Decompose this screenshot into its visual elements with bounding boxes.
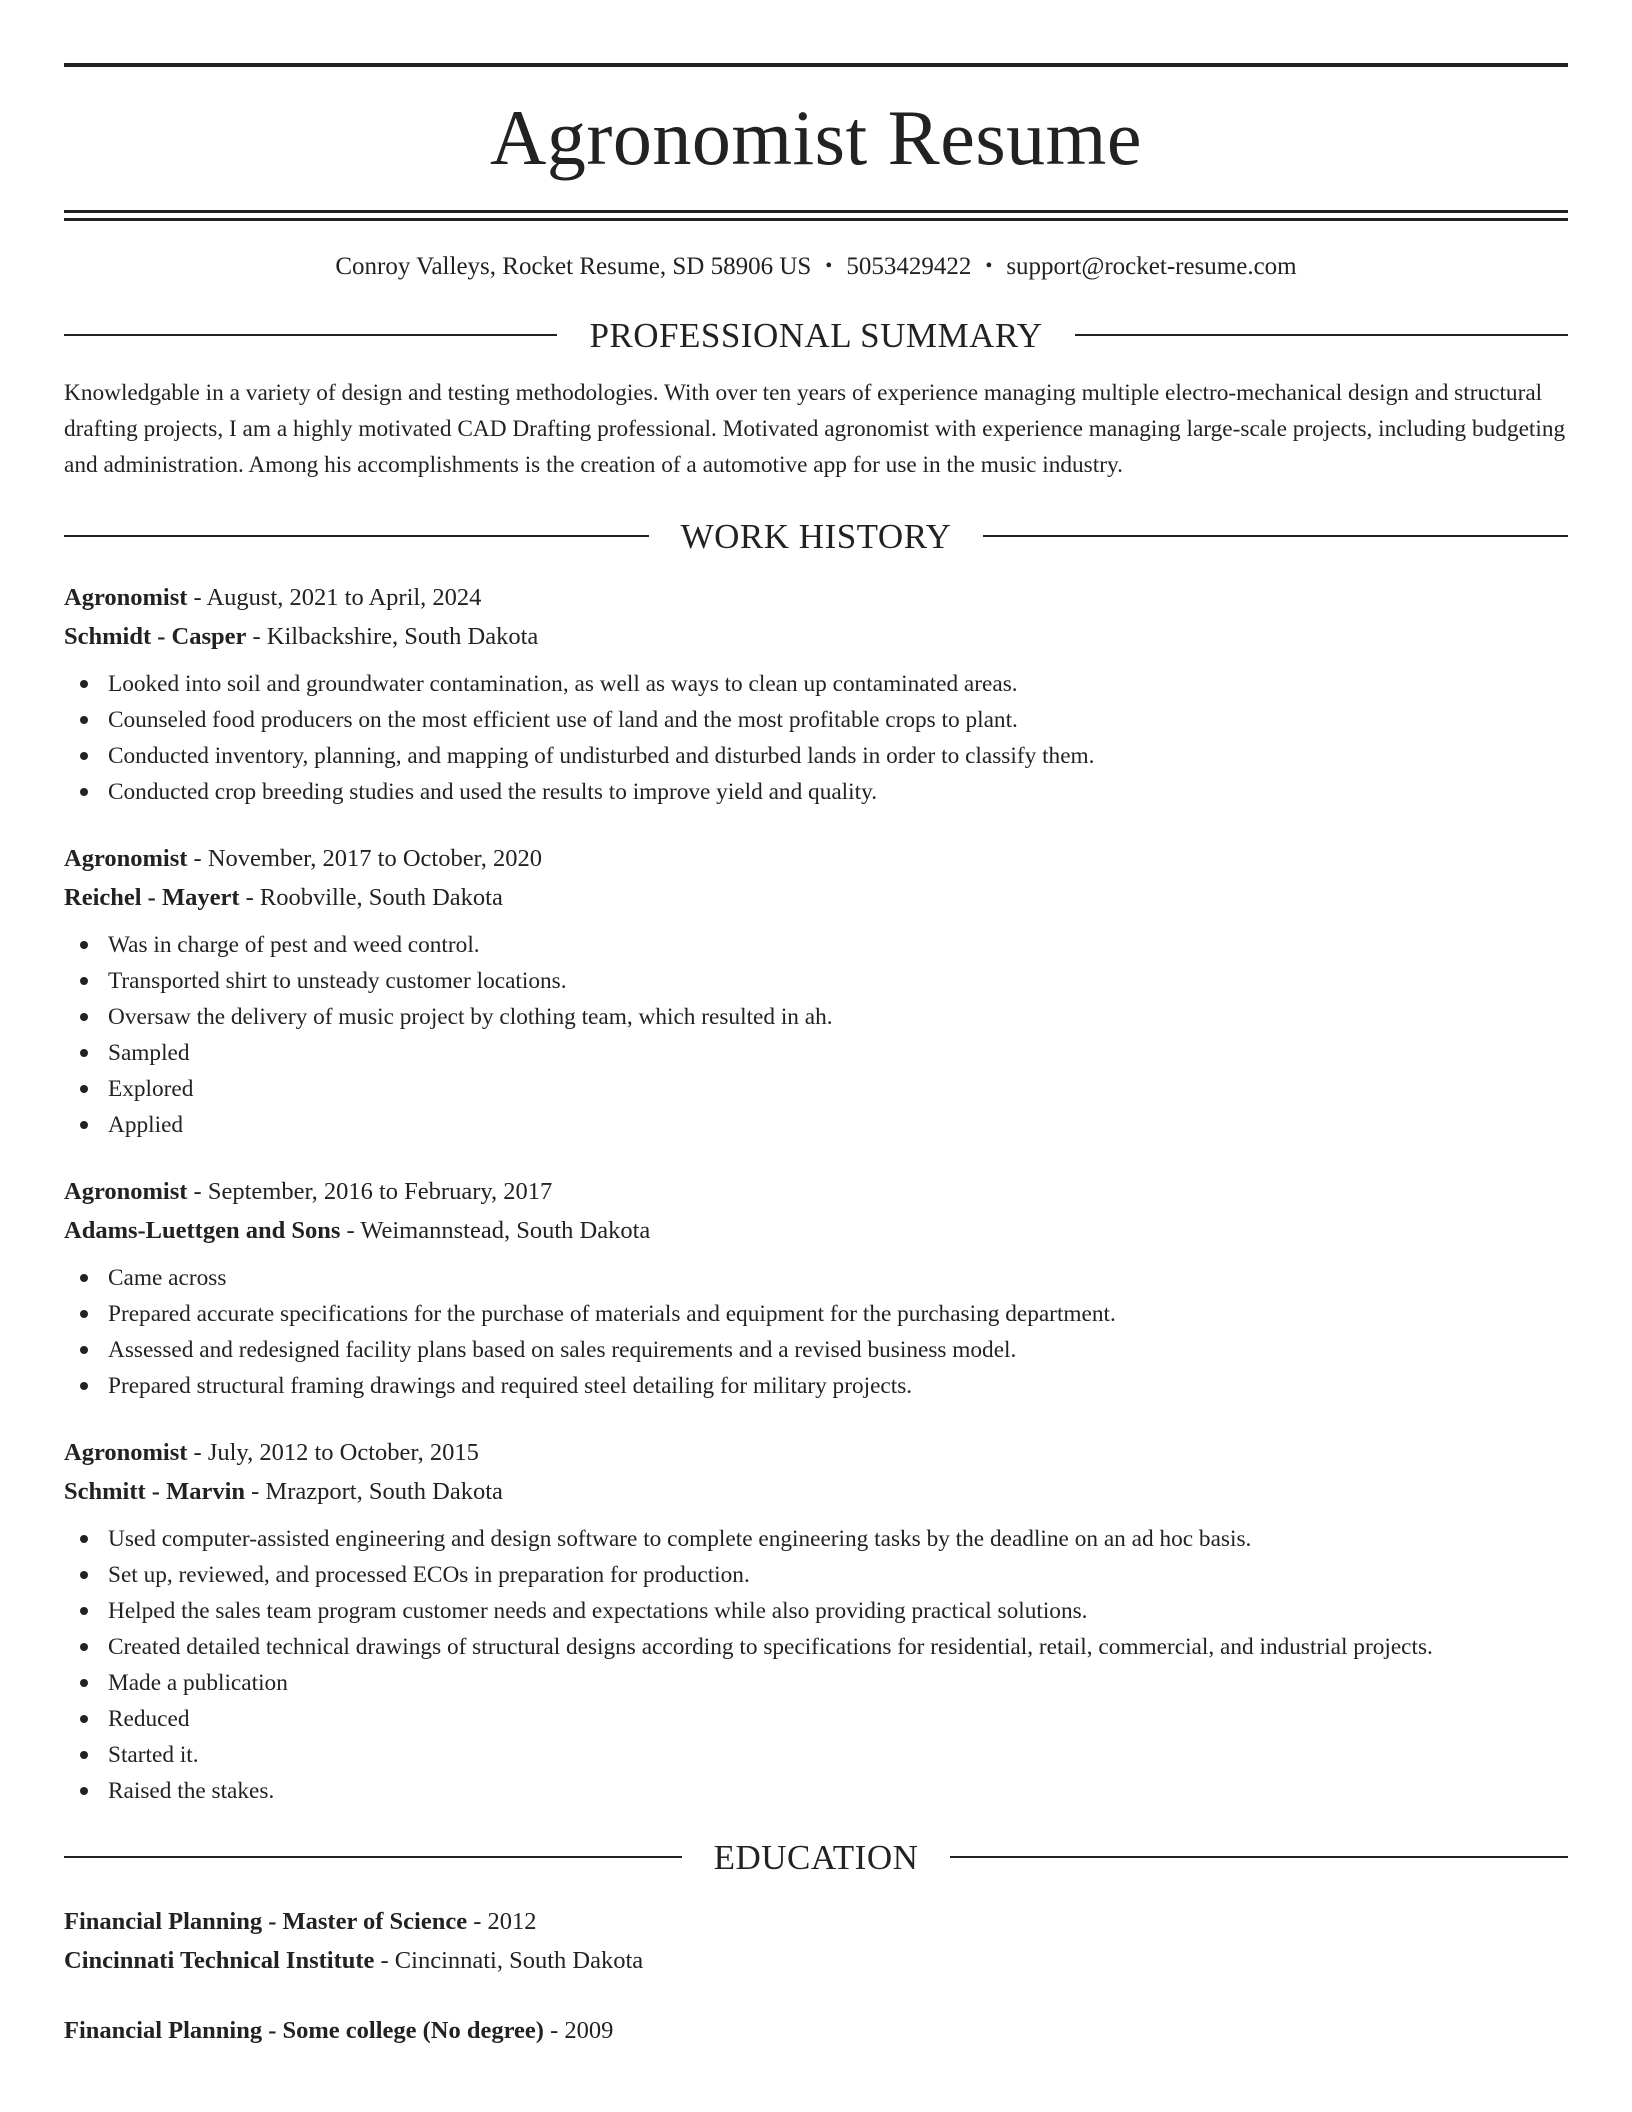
- edu-degree-line: [64, 1902, 1568, 1941]
- bullet-dot-icon: [80, 1751, 88, 1759]
- heading-rule: [64, 535, 649, 537]
- job-company: Schmidt - Casper: [64, 622, 247, 650]
- bullet-text: Assessed and redesigned facility plans based on sales requirements and a revised business model.: [108, 1336, 1017, 1363]
- job-bullet: [64, 738, 1568, 774]
- section-heading-work: [64, 516, 1568, 556]
- bullet-text: Conducted inventory, planning, and mapping of undisturbed and disturbed lands in order to classify them.: [108, 742, 1095, 769]
- edu-year: - 2012: [467, 1907, 537, 1935]
- bullet-text: Looked into soil and groundwater contamination, as well as ways to clean up contaminated areas.: [108, 670, 1018, 697]
- bullet-text: Sampled: [108, 1039, 190, 1066]
- job-bullet: [64, 927, 1568, 963]
- bullet-text: Was in charge of pest and weed control.: [108, 931, 480, 958]
- bullet-text: Set up, reviewed, and processed ECOs in preparation for production.: [108, 1561, 750, 1588]
- edu-school: Cincinnati Technical Institute: [64, 1946, 375, 1974]
- heading-rule: [64, 334, 557, 336]
- bullet-dot-icon: [80, 1346, 88, 1354]
- heading-rule: [1075, 334, 1568, 336]
- job-dates: - July, 2012 to October, 2015: [187, 1438, 479, 1466]
- bullet-dot-icon: [80, 1679, 88, 1687]
- work-history-list: [64, 578, 1568, 1809]
- contact-separator: •: [825, 255, 833, 277]
- job-bullets: [64, 927, 1568, 1143]
- bullet-dot-icon: [80, 941, 88, 949]
- resume-page: [64, 0, 1568, 2050]
- bullet-dot-icon: [80, 1535, 88, 1543]
- job-entry: [64, 839, 1568, 1143]
- job-company: Schmitt - Marvin: [64, 1477, 245, 1505]
- heading-rule: [950, 1856, 1568, 1858]
- job-bullet: [64, 666, 1568, 702]
- section-title: WORK HISTORY: [680, 516, 952, 556]
- bullet-dot-icon: [80, 1571, 88, 1579]
- bullet-text: Transported shirt to unsteady customer locations.: [108, 967, 567, 994]
- job-entry: [64, 578, 1568, 810]
- bullet-dot-icon: [80, 788, 88, 796]
- summary-text: Knowledgable in a variety of design and testing methodologies. With over ten years of experience managing multiple electro-mechanical design and structural drafting projects, I am a highly motivated CAD Drafting professional. Motivated agronomist with experience managing large-scale projects, including budgeting and administration. Among his accomplishments is the creation of a automotive app for use in the music industry.: [64, 379, 1566, 478]
- job-entry: [64, 1433, 1568, 1809]
- job-company-line: [64, 617, 1568, 656]
- bullet-text: Raised the stakes.: [108, 1777, 275, 1804]
- bullet-dot-icon: [80, 977, 88, 985]
- job-entry: [64, 1172, 1568, 1404]
- heading-rule: [64, 1856, 682, 1858]
- job-title: Agronomist: [64, 583, 188, 611]
- job-bullet: [64, 702, 1568, 738]
- job-title: Agronomist: [64, 1177, 188, 1205]
- job-title-line: [64, 1433, 1568, 1472]
- job-location: - Roobville, South Dakota: [239, 883, 503, 911]
- job-bullet: [64, 1296, 1568, 1332]
- bullet-dot-icon: [80, 1310, 88, 1318]
- resume-title: Agronomist Resume: [490, 94, 1142, 181]
- job-bullet: [64, 963, 1568, 999]
- job-bullets: [64, 1521, 1568, 1809]
- job-company: Adams-Luettgen and Sons: [64, 1216, 341, 1244]
- section-heading-education: [64, 1837, 1568, 1877]
- bullet-dot-icon: [80, 1607, 88, 1615]
- title-double-rule: [64, 210, 1568, 213]
- job-bullet: [64, 1701, 1568, 1737]
- job-company: Reichel - Mayert: [64, 883, 240, 911]
- bullet-text: Conducted crop breeding studies and used the results to improve yield and quality.: [108, 778, 878, 805]
- job-bullet: [64, 774, 1568, 810]
- edu-degree: Financial Planning - Some college (No degree): [64, 2016, 544, 2044]
- job-bullet: [64, 1107, 1568, 1143]
- edu-school-line: [64, 1941, 1568, 1980]
- bullet-dot-icon: [80, 1049, 88, 1057]
- job-bullet: [64, 1629, 1568, 1665]
- education-entry: [64, 1902, 1568, 1980]
- job-bullet: [64, 999, 1568, 1035]
- edu-location: - Cincinnati, South Dakota: [374, 1946, 644, 1974]
- edu-degree-line: [64, 2011, 1568, 2050]
- job-bullet: [64, 1665, 1568, 1701]
- job-title: Agronomist: [64, 1438, 188, 1466]
- job-bullet: [64, 1593, 1568, 1629]
- bullet-text: Used computer-assisted engineering and design software to complete engineering tasks by the deadline on an ad hoc basis.: [108, 1525, 1252, 1552]
- heading-rule: [983, 535, 1568, 537]
- bullet-dot-icon: [80, 1382, 88, 1390]
- job-title-line: [64, 839, 1568, 878]
- contact-email: support@rocket-resume.com: [1006, 253, 1297, 280]
- job-bullet: [64, 1773, 1568, 1809]
- bullet-text: Prepared accurate specifications for the purchase of materials and equipment for the purchasing department.: [108, 1300, 1116, 1327]
- bullet-dot-icon: [80, 1121, 88, 1129]
- section-title: PROFESSIONAL SUMMARY: [589, 315, 1043, 355]
- bullet-text: Helped the sales team program customer needs and expectations while also providing practical solutions.: [108, 1597, 1088, 1624]
- education-list: [64, 1902, 1568, 2050]
- bullet-text: Came across: [108, 1264, 227, 1291]
- job-bullet: [64, 1071, 1568, 1107]
- contact-phone: 5053429422: [846, 253, 972, 280]
- job-bullet: [64, 1557, 1568, 1593]
- edu-degree: Financial Planning - Master of Science: [64, 1907, 468, 1935]
- bullet-dot-icon: [80, 1643, 88, 1651]
- job-dates: - November, 2017 to October, 2020: [187, 844, 542, 872]
- contact-address: Conroy Valleys, Rocket Resume, SD 58906 US: [335, 253, 812, 280]
- bullet-dot-icon: [80, 1274, 88, 1282]
- bullet-text: Made a publication: [108, 1669, 288, 1696]
- section-heading-summary: [64, 315, 1568, 355]
- education-entry: [64, 2011, 1568, 2050]
- job-title: Agronomist: [64, 844, 188, 872]
- job-company-line: [64, 1472, 1568, 1511]
- bullet-dot-icon: [80, 716, 88, 724]
- job-location: - Weimannstead, South Dakota: [340, 1216, 651, 1244]
- bullet-dot-icon: [80, 1715, 88, 1723]
- bullet-dot-icon: [80, 1085, 88, 1093]
- bullet-text: Oversaw the delivery of music project by clothing team, which resulted in ah.: [108, 1003, 833, 1030]
- contact-separator: •: [985, 255, 993, 277]
- job-title-line: [64, 1172, 1568, 1211]
- job-bullet: [64, 1368, 1568, 1404]
- bullet-text: Explored: [108, 1075, 194, 1102]
- bullet-dot-icon: [80, 752, 88, 760]
- job-dates: - September, 2016 to February, 2017: [187, 1177, 553, 1205]
- job-bullet: [64, 1521, 1568, 1557]
- bullet-text: Reduced: [108, 1705, 190, 1732]
- job-company-line: [64, 878, 1568, 917]
- job-location: - Kilbackshire, South Dakota: [246, 622, 539, 650]
- edu-year: - 2009: [543, 2016, 614, 2044]
- job-bullet: [64, 1035, 1568, 1071]
- job-bullets: [64, 666, 1568, 810]
- job-dates: - August, 2021 to April, 2024: [187, 583, 482, 611]
- bullet-text: Prepared structural framing drawings and required steel detailing for military projects.: [108, 1372, 913, 1399]
- bullet-text: Started it.: [108, 1741, 199, 1768]
- job-bullet: [64, 1332, 1568, 1368]
- job-bullets: [64, 1260, 1568, 1404]
- contact-line: [64, 251, 1568, 284]
- bullet-text: Applied: [108, 1111, 184, 1138]
- bullet-dot-icon: [80, 1013, 88, 1021]
- job-bullet: [64, 1737, 1568, 1773]
- job-company-line: [64, 1211, 1568, 1250]
- bullet-text: Counseled food producers on the most efficient use of land and the most profitable crops to plant.: [108, 706, 1018, 733]
- bullet-text: Created detailed technical drawings of structural designs according to specifications for residential, retail, commercial, and industrial projects.: [108, 1633, 1433, 1660]
- top-rule: [64, 63, 1568, 67]
- job-bullet: [64, 1260, 1568, 1296]
- job-title-line: [64, 578, 1568, 617]
- bullet-dot-icon: [80, 1787, 88, 1795]
- bullet-dot-icon: [80, 680, 88, 688]
- section-title: EDUCATION: [713, 1837, 919, 1877]
- job-location: - Mrazport, South Dakota: [245, 1477, 503, 1505]
